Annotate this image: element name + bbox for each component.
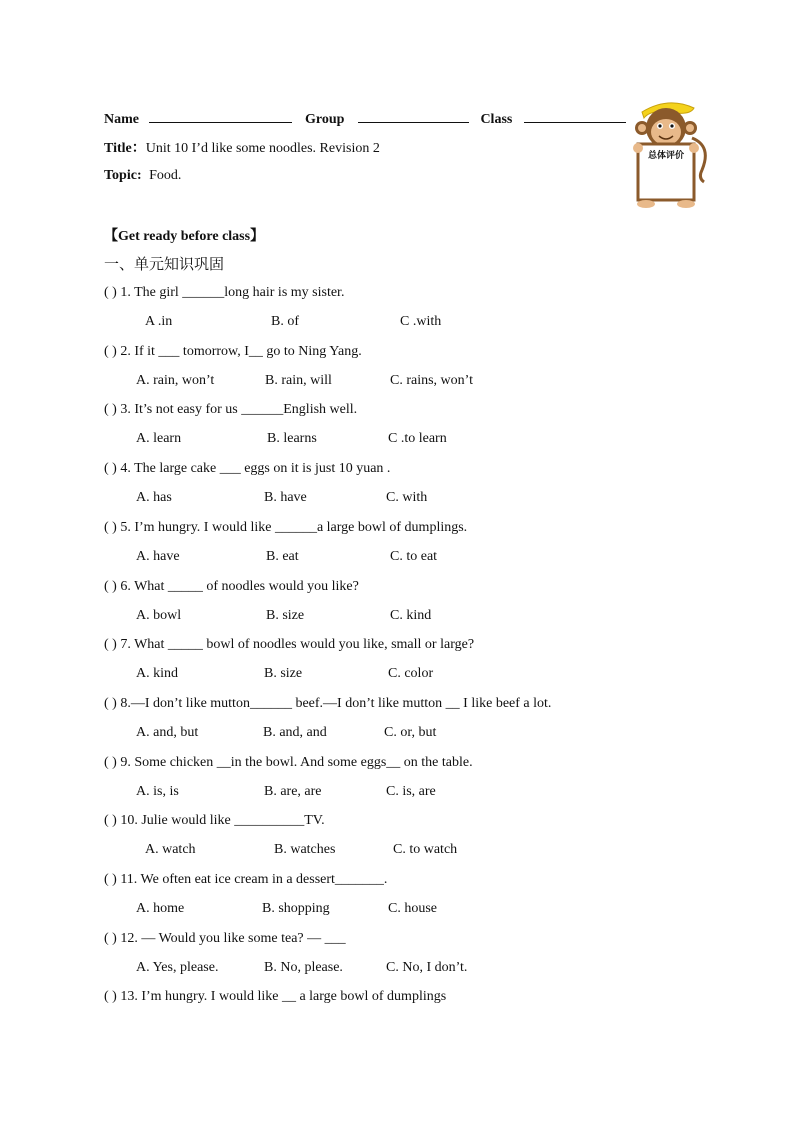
option-a: A. have (136, 548, 180, 564)
option-b: B. No, please. (264, 959, 343, 975)
option-a: A. is, is (136, 783, 179, 799)
option-a: A. and, but (136, 724, 199, 740)
option-c: C .to learn (388, 431, 447, 447)
title-label: Title： (104, 141, 146, 156)
name-blank[interactable] (149, 108, 292, 123)
option-b: B. watches (274, 842, 336, 858)
option-c: C. to eat (390, 548, 438, 564)
option-b: B. are, are (264, 783, 322, 799)
option-b: B. rain, will (265, 372, 332, 388)
option-a: A. learn (136, 431, 182, 447)
question-stem: ( ) 3. It’s not easy for us ______English well. (104, 402, 358, 418)
group-blank[interactable] (358, 108, 469, 123)
option-b: B. have (264, 490, 307, 506)
topic-value: Food. (149, 168, 182, 183)
option-c: C. house (388, 901, 437, 916)
monkey-badge-icon (628, 98, 708, 210)
option-c: C. to watch (393, 842, 458, 858)
name-label: Name (104, 112, 139, 127)
section-heading: 【Get ready before class】 (104, 229, 265, 244)
option-b: B. learns (267, 431, 317, 447)
title-line (104, 137, 380, 157)
question-stem: ( ) 12. — Would you like some tea? — ___ (104, 930, 346, 946)
option-c: C. with (386, 490, 428, 506)
class-blank[interactable] (524, 108, 626, 123)
question-stem: ( ) 9. Some chicken __in the bowl. And some eggs__ on the table. (104, 754, 473, 770)
option-a: A. bowl (136, 607, 182, 623)
badge-label: 总体评价 (647, 151, 685, 161)
section-subheading: 一、单元知识巩固 (104, 255, 225, 273)
option-b: B. shopping (262, 901, 330, 916)
option-c: C. is, are (386, 783, 436, 799)
title-value: Unit 10 I’d like some noodles. Revision 2 (145, 141, 380, 156)
question-stem: ( ) 1. The girl ______long hair is my sister. (104, 285, 345, 300)
option-c: C. kind (390, 607, 432, 623)
question-stem: ( ) 11. We often eat ice cream in a dessert_______. (104, 872, 388, 887)
topic-line (104, 168, 181, 184)
option-c: C. or, but (384, 724, 437, 740)
option-b: B. size (266, 607, 305, 623)
option-a: A .in (145, 314, 173, 329)
question-stem: ( ) 7. What _____ bowl of noodles would you like, small or large? (104, 637, 475, 653)
option-b: B. of (271, 314, 299, 329)
group-label: Group (305, 112, 345, 127)
option-a: A. Yes, please. (136, 959, 219, 975)
option-a: A. home (136, 901, 185, 916)
option-b: B. size (264, 666, 303, 682)
option-b: B. and, and (263, 724, 327, 740)
option-c: C. No, I don’t. (386, 959, 468, 975)
option-c: C .with (400, 314, 442, 329)
option-a: A. kind (136, 666, 178, 682)
header-row (104, 108, 626, 128)
question-stem: ( ) 8.—I don’t like mutton______ beef.—I don’t like mutton __ I like beef a lot. (104, 695, 552, 711)
question-stem: ( ) 5. I’m hungry. I would like ______a large bowl of dumplings. (104, 519, 468, 535)
topic-label: Topic: (104, 168, 142, 183)
option-c: C. color (388, 666, 434, 682)
option-a: A. has (136, 490, 172, 506)
question-stem: ( ) 6. What _____ of noodles would you like? (104, 578, 359, 594)
question-stem: ( ) 2. If it ___ tomorrow, I__ go to Ning Yang. (104, 343, 362, 359)
question-stem: ( ) 10. Julie would like __________TV. (104, 813, 325, 829)
option-a: A. watch (145, 842, 196, 858)
option-a: A. rain, won’t (136, 372, 215, 388)
question-stem: ( ) 13. I’m hungry. I would like __ a large bowl of dumplings (104, 989, 447, 1005)
option-b: B. eat (266, 548, 299, 564)
question-stem: ( ) 4. The large cake ___ eggs on it is just 10 yuan . (104, 461, 391, 477)
class-label: Class (480, 112, 513, 127)
option-c: C. rains, won’t (390, 372, 473, 388)
